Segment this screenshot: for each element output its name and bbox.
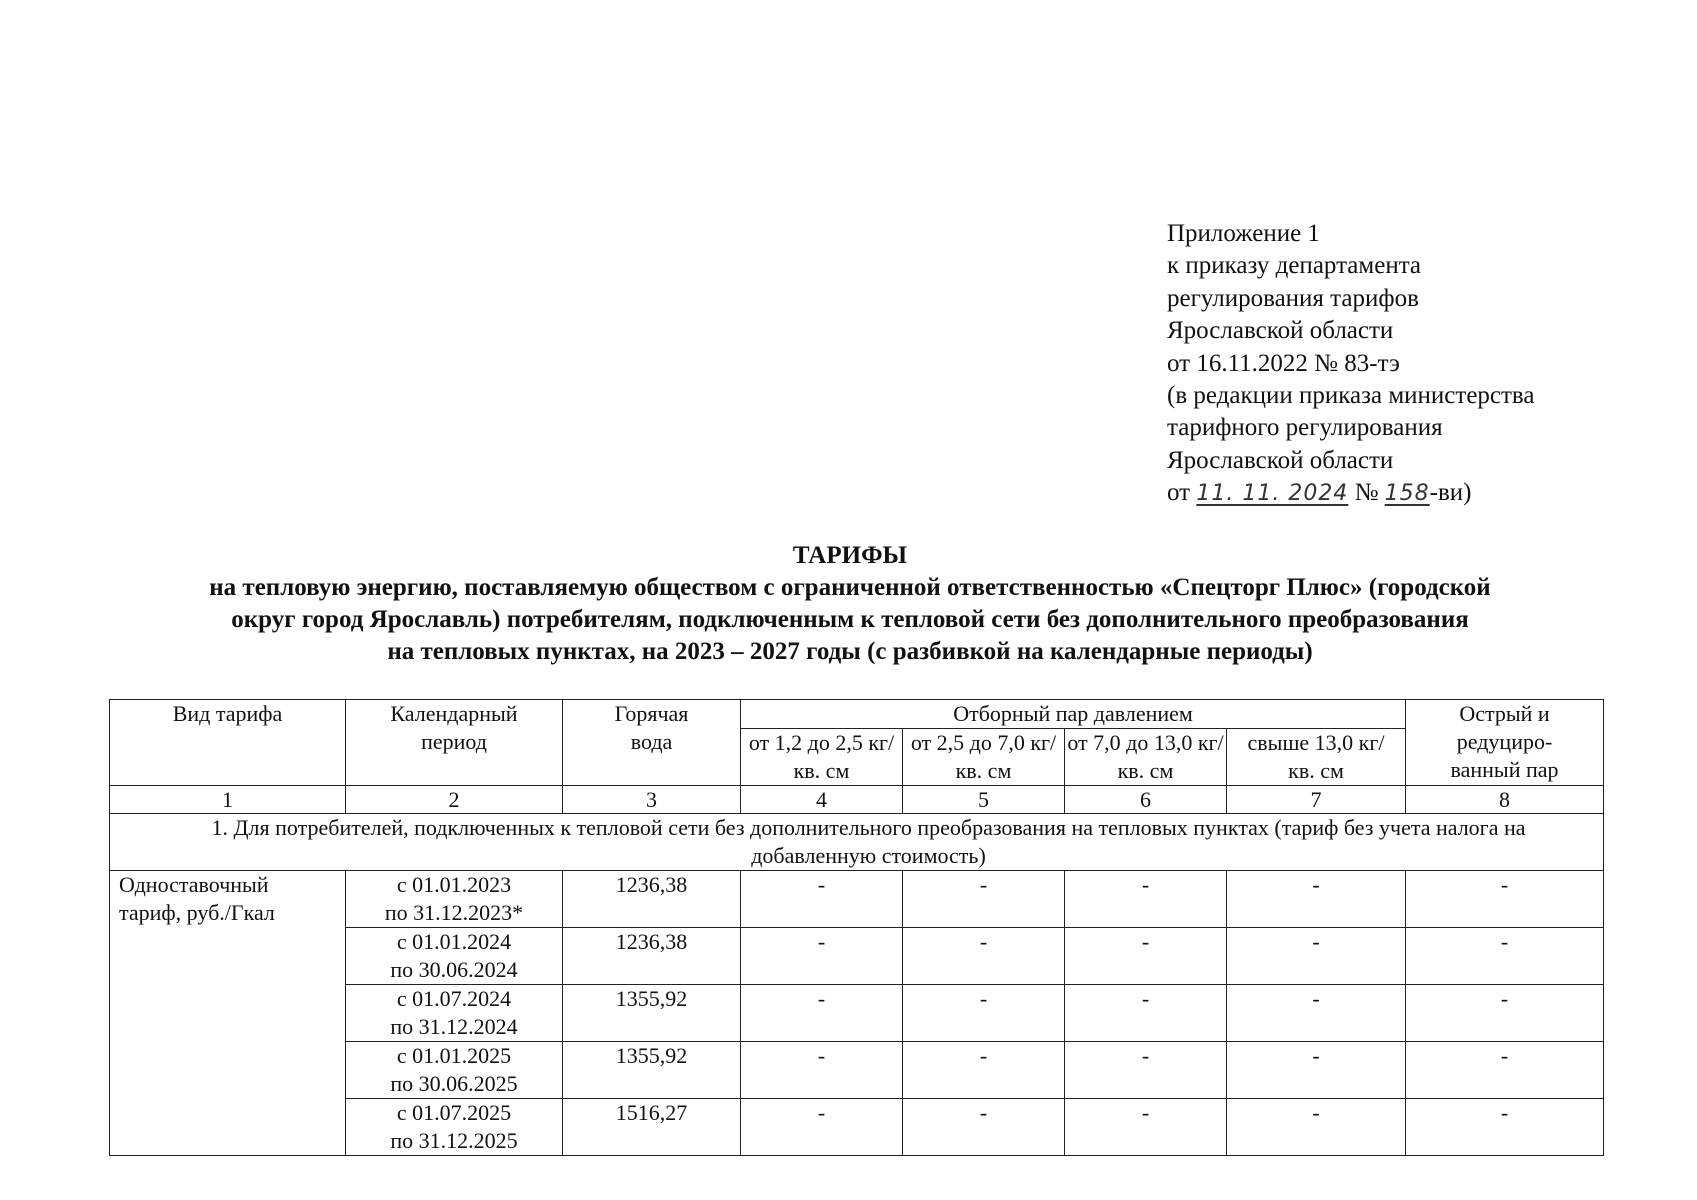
header-period: Календарный период xyxy=(346,700,563,786)
appendix-suffix: -ви) xyxy=(1429,479,1472,507)
value-cell: - xyxy=(903,928,1065,985)
appendix-line: Ярославской области xyxy=(1167,317,1394,345)
table-row xyxy=(110,871,1604,928)
document-title xyxy=(100,540,1600,668)
period-cell: с 01.01.2024 по 30.06.2024 xyxy=(346,928,563,985)
value-cell: - xyxy=(903,871,1065,928)
title-line: округ город Ярославль) потребителям, подключенным к тепловой сети без дополнительного преобразования xyxy=(231,606,1469,633)
handwritten-number: 158 xyxy=(1384,481,1430,507)
appendix-last-line xyxy=(1167,477,1535,510)
tariffs-table xyxy=(109,699,1604,1156)
column-number: 8 xyxy=(1406,786,1604,814)
value-cell: - xyxy=(1065,1099,1227,1156)
value-cell: - xyxy=(741,1042,903,1099)
title-line: на тепловую энергию, поставляемую обществом с ограниченной ответственностью «Спецторг Плюс» (городской xyxy=(209,574,1491,601)
period-cell: с 01.01.2023 по 31.12.2023* xyxy=(346,871,563,928)
value-cell: - xyxy=(1065,928,1227,985)
handwritten-date: 11. 11. 2024 xyxy=(1196,481,1349,507)
value-cell: - xyxy=(741,871,903,928)
column-number: 6 xyxy=(1065,786,1227,814)
column-number-row xyxy=(110,786,1604,814)
header-pressure-2: от 2,5 до 7,0 кг/ кв. см xyxy=(903,729,1065,786)
value-cell: - xyxy=(1406,985,1604,1042)
header-pressure-3: от 7,0 до 13,0 кг/ кв. см xyxy=(1065,729,1227,786)
value-cell: - xyxy=(1227,985,1406,1042)
value-cell: - xyxy=(1065,871,1227,928)
header-pressure-4: свыше 13,0 кг/ кв. см xyxy=(1227,729,1406,786)
value-cell: - xyxy=(1406,1042,1604,1099)
hot-water-cell: 1355,92 xyxy=(563,1042,741,1099)
value-cell: - xyxy=(1227,1099,1406,1156)
appendix-line: (в редакции приказа министерства xyxy=(1167,382,1535,410)
number-sign: № xyxy=(1354,479,1379,507)
value-cell: - xyxy=(1227,871,1406,928)
header-type: Вид тарифа xyxy=(110,700,346,786)
value-cell: - xyxy=(741,985,903,1042)
period-cell: с 01.01.2025 по 30.06.2025 xyxy=(346,1042,563,1099)
value-cell: - xyxy=(1406,871,1604,928)
column-number: 7 xyxy=(1227,786,1406,814)
hot-water-cell: 1236,38 xyxy=(563,871,741,928)
appendix-prefix: от xyxy=(1167,479,1191,507)
header-hot-water: Горячая вода xyxy=(563,700,741,786)
header-row xyxy=(110,700,1604,729)
column-number: 2 xyxy=(346,786,563,814)
section-row xyxy=(110,814,1604,871)
appendix-line: тарифного регулирования xyxy=(1167,414,1443,442)
value-cell: - xyxy=(1227,1042,1406,1099)
value-cell: - xyxy=(1406,1099,1604,1156)
value-cell: - xyxy=(1065,1042,1227,1099)
header-steam-group: Отборный пар давлением xyxy=(741,700,1406,729)
appendix-line: к приказу департамента xyxy=(1167,252,1422,280)
title-line: на тепловых пунктах, на 2023 – 2027 годы (с разбивкой на календарные периоды) xyxy=(387,638,1313,665)
header-pressure-1: от 1,2 до 2,5 кг/ кв. см xyxy=(741,729,903,786)
column-number: 5 xyxy=(903,786,1065,814)
value-cell: - xyxy=(1065,985,1227,1042)
period-cell: с 01.07.2024 по 31.12.2024 xyxy=(346,985,563,1042)
value-cell: - xyxy=(903,1042,1065,1099)
value-cell: - xyxy=(741,1099,903,1156)
hot-water-cell: 1355,92 xyxy=(563,985,741,1042)
appendix-line: регулирования тарифов xyxy=(1167,284,1419,312)
value-cell: - xyxy=(903,985,1065,1042)
column-number: 4 xyxy=(741,786,903,814)
appendix-line: Приложение 1 xyxy=(1167,220,1320,247)
title-heading: ТАРИФЫ xyxy=(792,542,908,569)
value-cell: - xyxy=(741,928,903,985)
period-cell: с 01.07.2025 по 31.12.2025 xyxy=(346,1099,563,1156)
value-cell: - xyxy=(1406,928,1604,985)
section-title: 1. Для потребителей, подключенных к тепловой сети без дополнительного преобразования на тепловых пунктах (тариф без учета налога на добавленную стоимость) xyxy=(110,814,1604,871)
value-cell: - xyxy=(1227,928,1406,985)
hot-water-cell: 1516,27 xyxy=(563,1099,741,1156)
column-number: 1 xyxy=(110,786,346,814)
header-sharp-steam: Острый и редуциро-ванный пар xyxy=(1406,700,1604,786)
appendix-block xyxy=(1167,218,1535,511)
appendix-line: от 16.11.2022 № 83-тэ xyxy=(1167,349,1400,377)
appendix-line: Ярославской области xyxy=(1167,446,1394,474)
value-cell: - xyxy=(903,1099,1065,1156)
hot-water-cell: 1236,38 xyxy=(563,928,741,985)
tariff-type-cell: Одноставочный тариф, руб./Гкал xyxy=(110,871,346,1156)
column-number: 3 xyxy=(563,786,741,814)
